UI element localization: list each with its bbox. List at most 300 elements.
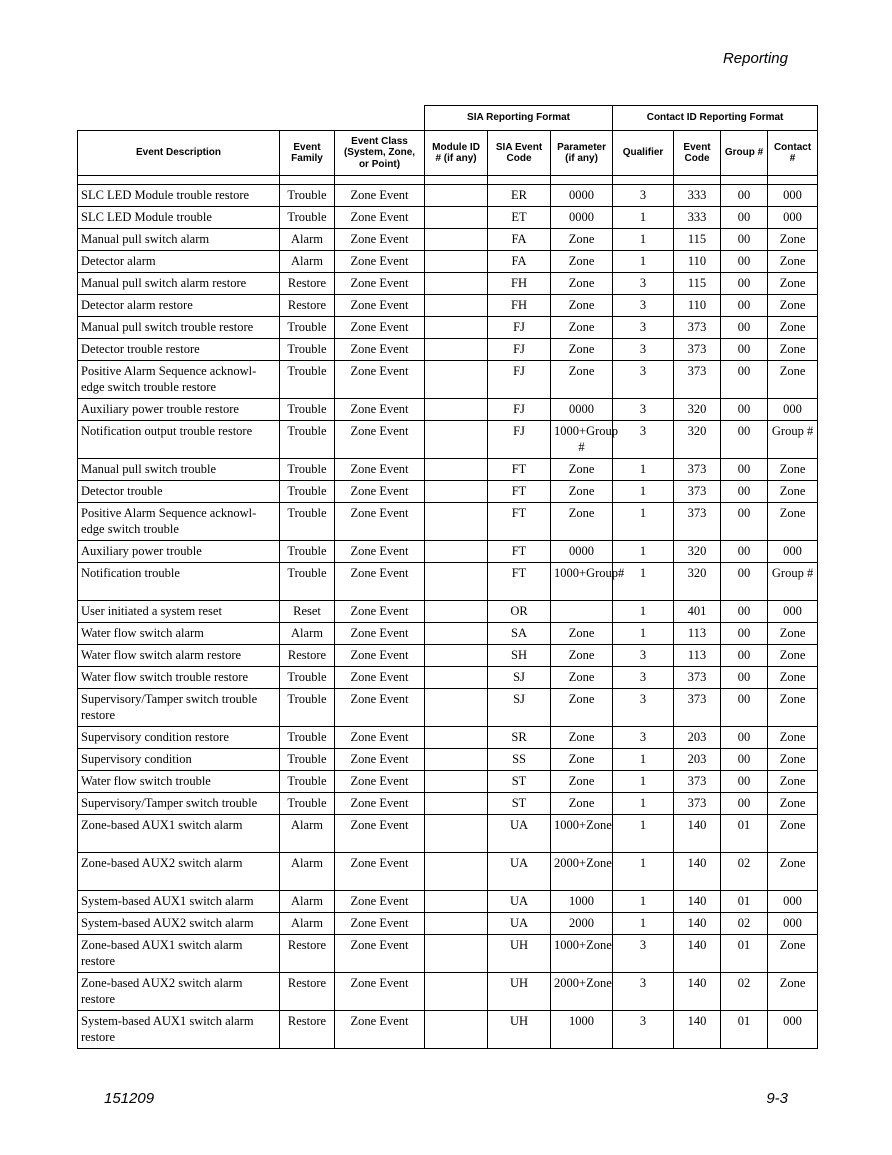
cell-sia-event-code: SJ — [488, 667, 551, 689]
table-row — [78, 361, 818, 399]
cell-event-class: Zone Event — [335, 935, 425, 973]
table-row — [78, 421, 818, 459]
cell-sia-event-code: FJ — [488, 361, 551, 399]
cell-contact: Zone — [768, 339, 818, 361]
cell-parameter — [551, 601, 613, 623]
table-row — [78, 295, 818, 317]
col-header-event-family: Event Family — [280, 131, 335, 176]
event-reporting-table — [77, 105, 818, 1049]
cell-sia-event-code: ET — [488, 207, 551, 229]
cell-event-class: Zone Event — [335, 185, 425, 207]
cell-qualifier: 3 — [613, 645, 674, 667]
cell-event-family: Alarm — [280, 891, 335, 913]
cell-module-id — [425, 689, 488, 727]
cell-event-code: 140 — [674, 815, 721, 853]
cell-contact: Zone — [768, 459, 818, 481]
cell-event-family: Trouble — [280, 421, 335, 459]
cell-event-description: Auxiliary power trouble — [78, 541, 280, 563]
table-row — [78, 207, 818, 229]
cell-group: 02 — [721, 913, 768, 935]
table-header — [78, 106, 818, 185]
cell-event-family: Trouble — [280, 459, 335, 481]
cell-event-code: 373 — [674, 503, 721, 541]
table-row — [78, 771, 818, 793]
cell-event-class: Zone Event — [335, 853, 425, 891]
cell-event-description: Water flow switch alarm restore — [78, 645, 280, 667]
cell-event-code: 140 — [674, 1011, 721, 1049]
cell-module-id — [425, 623, 488, 645]
cell-event-family: Trouble — [280, 793, 335, 815]
cell-event-code: 373 — [674, 481, 721, 503]
cell-event-class: Zone Event — [335, 973, 425, 1011]
page-header-title: Reporting — [722, 50, 788, 67]
cell-parameter: Zone — [551, 749, 613, 771]
cell-parameter: Zone — [551, 339, 613, 361]
cell-event-description: User initiated a system reset — [78, 601, 280, 623]
cell-parameter: Zone — [551, 667, 613, 689]
cell-event-family: Trouble — [280, 317, 335, 339]
cell-event-code: 320 — [674, 541, 721, 563]
cell-event-description: Zone-based AUX2 switch alarm — [78, 853, 280, 891]
cell-module-id — [425, 251, 488, 273]
cell-module-id — [425, 853, 488, 891]
cell-module-id — [425, 793, 488, 815]
cell-event-family: Alarm — [280, 623, 335, 645]
cell-event-description: Zone-based AUX2 switch alarm restore — [78, 973, 280, 1011]
cell-module-id — [425, 229, 488, 251]
cell-event-description: System-based AUX2 switch alarm — [78, 913, 280, 935]
cell-event-description: Manual pull switch alarm restore — [78, 273, 280, 295]
cell-event-family: Trouble — [280, 481, 335, 503]
cell-event-family: Trouble — [280, 361, 335, 399]
table-row — [78, 273, 818, 295]
cell-contact: Group # — [768, 563, 818, 601]
separator-cell — [674, 176, 721, 185]
col-header-contact: Contact # — [768, 131, 818, 176]
cell-contact: Zone — [768, 623, 818, 645]
cell-event-class: Zone Event — [335, 815, 425, 853]
table-row — [78, 339, 818, 361]
cell-sia-event-code: SA — [488, 623, 551, 645]
cell-event-family: Trouble — [280, 207, 335, 229]
cell-parameter: Zone — [551, 481, 613, 503]
cell-event-class: Zone Event — [335, 749, 425, 771]
cell-group: 00 — [721, 295, 768, 317]
cell-sia-event-code: FT — [488, 481, 551, 503]
cell-contact: Zone — [768, 973, 818, 1011]
cell-event-class: Zone Event — [335, 689, 425, 727]
cell-sia-event-code: UH — [488, 935, 551, 973]
table-row — [78, 185, 818, 207]
cell-parameter: Zone — [551, 771, 613, 793]
cell-qualifier: 1 — [613, 815, 674, 853]
cell-module-id — [425, 815, 488, 853]
cell-event-class: Zone Event — [335, 541, 425, 563]
cell-parameter: Zone — [551, 229, 613, 251]
cell-qualifier: 1 — [613, 623, 674, 645]
cell-qualifier: 1 — [613, 563, 674, 601]
table-row — [78, 667, 818, 689]
separator-cell — [613, 176, 674, 185]
cell-module-id — [425, 317, 488, 339]
separator-cell — [335, 176, 425, 185]
cell-parameter: 2000+Zone — [551, 973, 613, 1011]
cell-qualifier: 1 — [613, 913, 674, 935]
cell-qualifier: 1 — [613, 853, 674, 891]
cell-parameter: Zone — [551, 503, 613, 541]
cell-sia-event-code: FJ — [488, 317, 551, 339]
cell-group: 01 — [721, 935, 768, 973]
cell-sia-event-code: SJ — [488, 689, 551, 727]
cell-event-code: 373 — [674, 667, 721, 689]
cell-event-description: System-based AUX1 switch alarm — [78, 891, 280, 913]
cell-event-class: Zone Event — [335, 481, 425, 503]
cell-event-description: Positive Alarm Sequence acknowl-edge switch trouble — [78, 503, 280, 541]
cell-event-class: Zone Event — [335, 295, 425, 317]
cell-event-description: Detector alarm restore — [78, 295, 280, 317]
separator-cell — [280, 176, 335, 185]
cell-event-family: Alarm — [280, 853, 335, 891]
cell-event-family: Alarm — [280, 229, 335, 251]
cell-event-class: Zone Event — [335, 399, 425, 421]
cell-group: 00 — [721, 229, 768, 251]
cell-qualifier: 3 — [613, 421, 674, 459]
cell-parameter: Zone — [551, 727, 613, 749]
cell-sia-event-code: ST — [488, 771, 551, 793]
cell-event-description: Supervisory/Tamper switch trouble restore — [78, 689, 280, 727]
cell-event-family: Trouble — [280, 399, 335, 421]
cell-module-id — [425, 361, 488, 399]
cell-qualifier: 3 — [613, 935, 674, 973]
cell-contact: 000 — [768, 541, 818, 563]
cell-event-class: Zone Event — [335, 563, 425, 601]
cell-group: 00 — [721, 421, 768, 459]
separator-cell — [425, 176, 488, 185]
cell-group: 00 — [721, 727, 768, 749]
cell-group: 00 — [721, 317, 768, 339]
cell-module-id — [425, 541, 488, 563]
cell-group: 00 — [721, 273, 768, 295]
cell-parameter: 0000 — [551, 541, 613, 563]
cell-group: 00 — [721, 541, 768, 563]
cell-group: 01 — [721, 1011, 768, 1049]
cell-module-id — [425, 935, 488, 973]
cell-contact: Zone — [768, 771, 818, 793]
col-header-group: Group # — [721, 131, 768, 176]
col-header-event-code: Event Code — [674, 131, 721, 176]
cell-event-description: Detector trouble — [78, 481, 280, 503]
cell-group: 00 — [721, 459, 768, 481]
cell-event-class: Zone Event — [335, 913, 425, 935]
cell-event-class: Zone Event — [335, 459, 425, 481]
cell-event-code: 373 — [674, 361, 721, 399]
cell-module-id — [425, 891, 488, 913]
cell-event-class: Zone Event — [335, 361, 425, 399]
cell-event-family: Trouble — [280, 689, 335, 727]
cell-event-description: Notification output trouble restore — [78, 421, 280, 459]
cell-event-code: 333 — [674, 207, 721, 229]
group-header-row — [78, 106, 818, 131]
cell-group: 00 — [721, 185, 768, 207]
cell-group: 01 — [721, 891, 768, 913]
cell-event-family: Trouble — [280, 749, 335, 771]
cell-event-code: 140 — [674, 935, 721, 973]
table-row — [78, 749, 818, 771]
cell-event-description: Detector trouble restore — [78, 339, 280, 361]
cell-event-description: Zone-based AUX1 switch alarm restore — [78, 935, 280, 973]
cell-event-family: Restore — [280, 295, 335, 317]
cell-group: 00 — [721, 645, 768, 667]
cell-event-class: Zone Event — [335, 623, 425, 645]
table-row — [78, 481, 818, 503]
cell-event-family: Reset — [280, 601, 335, 623]
table-row — [78, 541, 818, 563]
cell-event-code: 373 — [674, 771, 721, 793]
cell-event-family: Trouble — [280, 185, 335, 207]
cell-qualifier: 3 — [613, 973, 674, 1011]
cell-sia-event-code: FH — [488, 295, 551, 317]
cell-event-description: Auxiliary power trouble restore — [78, 399, 280, 421]
cell-event-family: Trouble — [280, 771, 335, 793]
cell-group: 00 — [721, 399, 768, 421]
cell-group: 00 — [721, 689, 768, 727]
cell-sia-event-code: UA — [488, 891, 551, 913]
table-row — [78, 563, 818, 601]
cell-sia-event-code: FT — [488, 541, 551, 563]
table-row — [78, 727, 818, 749]
cell-parameter: 2000 — [551, 913, 613, 935]
cell-contact: 000 — [768, 399, 818, 421]
document-number: 151209 — [104, 1090, 155, 1107]
cell-parameter: Zone — [551, 361, 613, 399]
cell-qualifier: 1 — [613, 771, 674, 793]
cell-event-code: 140 — [674, 913, 721, 935]
cell-qualifier: 1 — [613, 749, 674, 771]
cell-event-code: 110 — [674, 295, 721, 317]
cell-module-id — [425, 749, 488, 771]
cell-group: 02 — [721, 853, 768, 891]
cell-contact: Zone — [768, 749, 818, 771]
cell-event-description: Manual pull switch trouble — [78, 459, 280, 481]
col-header-event-description: Event Description — [78, 131, 280, 176]
cell-module-id — [425, 667, 488, 689]
cell-module-id — [425, 421, 488, 459]
cell-sia-event-code: ST — [488, 793, 551, 815]
cell-qualifier: 3 — [613, 339, 674, 361]
cell-contact: Zone — [768, 229, 818, 251]
cell-sia-event-code: UH — [488, 973, 551, 1011]
cell-qualifier: 3 — [613, 185, 674, 207]
cell-event-code: 113 — [674, 623, 721, 645]
cell-group: 00 — [721, 563, 768, 601]
cell-qualifier: 1 — [613, 601, 674, 623]
cell-event-class: Zone Event — [335, 601, 425, 623]
cell-group: 00 — [721, 623, 768, 645]
table-row — [78, 891, 818, 913]
table-body — [78, 185, 818, 1049]
cell-event-description: Notification trouble — [78, 563, 280, 601]
cell-module-id — [425, 481, 488, 503]
cell-event-description: Supervisory/Tamper switch trouble — [78, 793, 280, 815]
separator-cell — [768, 176, 818, 185]
cell-parameter: Zone — [551, 273, 613, 295]
cell-contact: Zone — [768, 481, 818, 503]
cell-module-id — [425, 727, 488, 749]
cell-sia-event-code: FT — [488, 503, 551, 541]
cell-event-family: Alarm — [280, 251, 335, 273]
page-number: 9-3 — [766, 1090, 788, 1107]
cell-event-class: Zone Event — [335, 771, 425, 793]
cell-qualifier: 1 — [613, 251, 674, 273]
cell-contact: Zone — [768, 317, 818, 339]
column-header-row — [78, 131, 818, 176]
cell-contact: Zone — [768, 689, 818, 727]
cell-parameter: 0000 — [551, 399, 613, 421]
cell-parameter: 1000+Group# — [551, 563, 613, 601]
cell-event-class: Zone Event — [335, 339, 425, 361]
table-row — [78, 793, 818, 815]
cell-event-description: Water flow switch alarm — [78, 623, 280, 645]
cell-event-description: System-based AUX1 switch alarm restore — [78, 1011, 280, 1049]
cell-module-id — [425, 399, 488, 421]
cell-event-class: Zone Event — [335, 1011, 425, 1049]
cell-event-code: 373 — [674, 689, 721, 727]
cell-contact: Zone — [768, 815, 818, 853]
cell-sia-event-code: SH — [488, 645, 551, 667]
cell-group: 00 — [721, 481, 768, 503]
cell-event-description: SLC LED Module trouble restore — [78, 185, 280, 207]
table-row — [78, 503, 818, 541]
cell-module-id — [425, 913, 488, 935]
separator-cell — [78, 176, 280, 185]
cell-event-code: 373 — [674, 459, 721, 481]
cell-group: 00 — [721, 361, 768, 399]
table-row — [78, 623, 818, 645]
cell-sia-event-code: UH — [488, 1011, 551, 1049]
table-row — [78, 689, 818, 727]
cell-event-code: 203 — [674, 727, 721, 749]
cell-event-class: Zone Event — [335, 503, 425, 541]
cell-event-code: 113 — [674, 645, 721, 667]
cell-sia-event-code: FT — [488, 563, 551, 601]
cell-event-code: 115 — [674, 273, 721, 295]
cell-event-class: Zone Event — [335, 645, 425, 667]
cell-contact: Zone — [768, 273, 818, 295]
cell-contact: 000 — [768, 913, 818, 935]
cell-sia-event-code: UA — [488, 815, 551, 853]
table-row — [78, 935, 818, 973]
cell-sia-event-code: OR — [488, 601, 551, 623]
cell-qualifier: 1 — [613, 793, 674, 815]
header-separator — [78, 176, 818, 185]
cell-event-code: 140 — [674, 853, 721, 891]
cell-group: 00 — [721, 771, 768, 793]
cell-group: 02 — [721, 973, 768, 1011]
cell-parameter: 0000 — [551, 185, 613, 207]
cell-event-description: Detector alarm — [78, 251, 280, 273]
cell-contact: 000 — [768, 601, 818, 623]
cell-qualifier: 1 — [613, 481, 674, 503]
table-row — [78, 913, 818, 935]
cell-sia-event-code: FJ — [488, 421, 551, 459]
col-header-parameter: Parameter (if any) — [551, 131, 613, 176]
cell-event-code: 320 — [674, 421, 721, 459]
cell-event-class: Zone Event — [335, 251, 425, 273]
table-row — [78, 1011, 818, 1049]
col-header-sia-event-code: SIA Event Code — [488, 131, 551, 176]
cell-qualifier: 3 — [613, 273, 674, 295]
table-row — [78, 317, 818, 339]
table-row — [78, 399, 818, 421]
cell-event-family: Restore — [280, 1011, 335, 1049]
table-row — [78, 645, 818, 667]
blank-header-cell — [78, 106, 425, 131]
cell-module-id — [425, 503, 488, 541]
cell-event-code: 203 — [674, 749, 721, 771]
col-header-module-id: Module ID # (if any) — [425, 131, 488, 176]
cell-qualifier: 1 — [613, 891, 674, 913]
col-header-qualifier: Qualifier — [613, 131, 674, 176]
cell-contact: 000 — [768, 891, 818, 913]
cell-qualifier: 1 — [613, 207, 674, 229]
cell-event-description: Zone-based AUX1 switch alarm — [78, 815, 280, 853]
cell-qualifier: 3 — [613, 689, 674, 727]
cell-module-id — [425, 273, 488, 295]
cell-qualifier: 3 — [613, 667, 674, 689]
cell-event-code: 333 — [674, 185, 721, 207]
cell-qualifier: 1 — [613, 541, 674, 563]
cell-event-class: Zone Event — [335, 229, 425, 251]
cell-contact: Group # — [768, 421, 818, 459]
cell-sia-event-code: FJ — [488, 399, 551, 421]
cell-qualifier: 3 — [613, 317, 674, 339]
cell-event-family: Restore — [280, 645, 335, 667]
cell-parameter: Zone — [551, 645, 613, 667]
cell-event-class: Zone Event — [335, 273, 425, 295]
separator-cell — [488, 176, 551, 185]
cell-parameter: Zone — [551, 317, 613, 339]
cell-group: 00 — [721, 207, 768, 229]
cell-event-family: Trouble — [280, 339, 335, 361]
cell-event-description: SLC LED Module trouble — [78, 207, 280, 229]
cell-sia-event-code: FH — [488, 273, 551, 295]
cell-module-id — [425, 645, 488, 667]
separator-cell — [551, 176, 613, 185]
separator-cell — [721, 176, 768, 185]
cell-parameter: Zone — [551, 689, 613, 727]
cell-sia-event-code: FA — [488, 229, 551, 251]
cell-group: 00 — [721, 339, 768, 361]
cell-contact: Zone — [768, 251, 818, 273]
cell-event-description: Water flow switch trouble — [78, 771, 280, 793]
cell-group: 00 — [721, 793, 768, 815]
cell-group: 00 — [721, 601, 768, 623]
cell-event-family: Trouble — [280, 503, 335, 541]
cell-parameter: Zone — [551, 623, 613, 645]
cell-parameter: 1000+Group # — [551, 421, 613, 459]
cell-parameter: Zone — [551, 251, 613, 273]
cell-sia-event-code: FA — [488, 251, 551, 273]
cell-contact: Zone — [768, 935, 818, 973]
cell-qualifier: 3 — [613, 1011, 674, 1049]
cell-event-family: Restore — [280, 935, 335, 973]
col-header-event-class: Event Class (System, Zone, or Point) — [335, 131, 425, 176]
cell-module-id — [425, 185, 488, 207]
cell-event-class: Zone Event — [335, 727, 425, 749]
table-row — [78, 251, 818, 273]
cell-sia-event-code: UA — [488, 853, 551, 891]
table-row — [78, 229, 818, 251]
